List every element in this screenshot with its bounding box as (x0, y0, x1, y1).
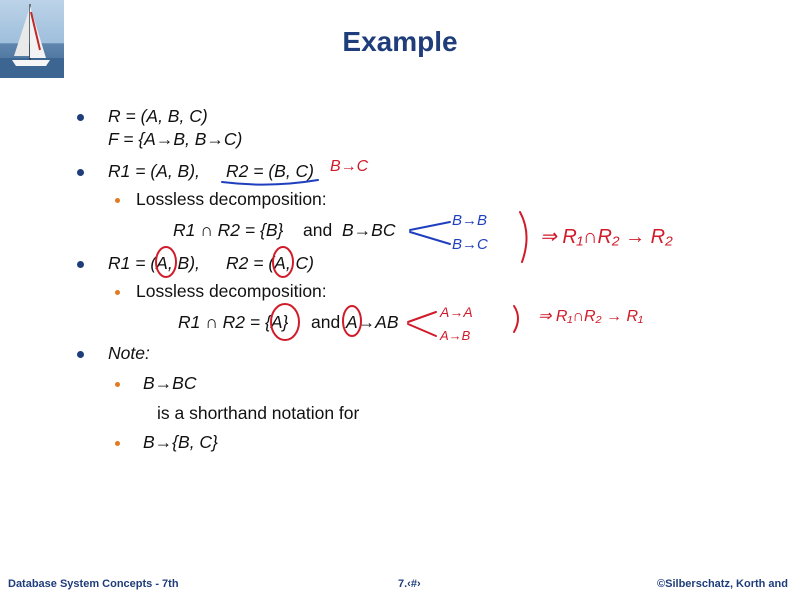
handwritten-note: ⇒ R₁∩R₂ → R₁ (538, 308, 644, 325)
footer-book-title: Database System Concepts - 7th (8, 578, 179, 590)
intersection-expression: R1 ∩ R2 = {A} (178, 312, 289, 332)
functional-dependencies: F = {A→B, B→C) (108, 129, 243, 149)
decomposition-r1: R1 = (A, B), (108, 253, 200, 273)
handwritten-note: A→B (440, 328, 471, 343)
shorthand-note: is a shorthand notation for (157, 403, 360, 423)
decomposition-r1: R1 = (A, B), (108, 161, 200, 181)
slide-title: Example (342, 26, 458, 57)
and-word: and (311, 312, 341, 332)
handwritten-note: B→B (452, 212, 488, 229)
footer-copyright: ©Silberschatz, Korth and (657, 578, 788, 590)
handwritten-note: ⇒ R₁∩R₂ → R₂ (540, 226, 673, 248)
circle-mark (271, 304, 299, 340)
dependency-expression: B→{B, C} (143, 432, 218, 452)
intersection-expression: R1 ∩ R2 = {B} (173, 220, 284, 240)
circle-mark (156, 247, 176, 277)
footer-page-number: 7.‹#› (398, 578, 421, 590)
decomposition-r2: R2 = (B, C) (226, 161, 315, 181)
relation-r: R = (A, B, C) (108, 106, 208, 126)
handwritten-note: B→C (330, 158, 369, 175)
handwritten-note: A→A (440, 304, 473, 320)
handwritten-note: B→C (452, 236, 488, 253)
dependency-expression: A→AB (346, 312, 399, 332)
circle-mark (273, 247, 293, 277)
lossless-heading: Lossless decomposition: (136, 189, 327, 209)
dependency-expression: B→BC (143, 373, 197, 393)
decomposition-r2: R2 = (A, C) (226, 253, 315, 273)
lossless-heading: Lossless decomposition: (136, 281, 327, 301)
note-label: Note: (108, 343, 150, 363)
dependency-expression: B→BC (342, 220, 396, 240)
circle-mark (343, 306, 361, 336)
and-word: and (303, 220, 333, 240)
